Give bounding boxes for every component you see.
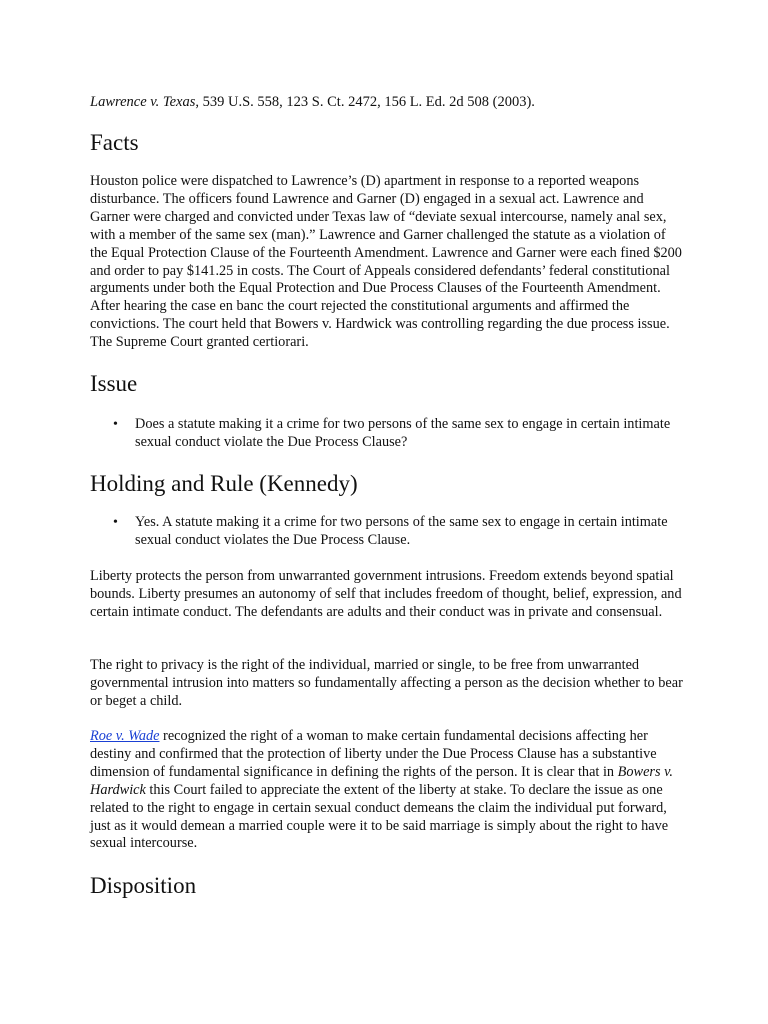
bullet-dot-icon: • — [113, 417, 118, 432]
bullet-dot-icon: • — [113, 515, 118, 530]
roe-v-wade-link[interactable]: Roe v. Wade — [90, 728, 160, 744]
holding-paragraph-liberty: Liberty protects the person from unwarranted government intrusions. Freedom extends beyond spatial bounds. Liberty presumes an autonomy of self that includes freedom of thought, belief, expression, and certain intimate conduct. The defendants are adults and their conduct was in private and consensual. — [90, 568, 682, 620]
citation-reporters: , 539 U.S. 558, 123 S. Ct. 2472, 156 L. Ed. 2d 508 (2003). — [195, 94, 535, 110]
holding-bullet-text: Yes. A statute making it a crime for two persons of the same sex to engage in certain intimate sexual conduct violates the Due Process Clause. — [135, 514, 668, 548]
facts-heading: Facts — [90, 130, 139, 155]
holding-paragraph-roe — [90, 728, 686, 853]
bowers-case-name: Bowers v. Hardwick — [90, 763, 673, 798]
holding-heading: Holding and Rule (Kennedy) — [90, 471, 358, 496]
holding-paragraph-privacy: The right to privacy is the right of the individual, married or single, to be free from unwarranted governmental intrusion into matters so fundamentally affecting a person as the decision whether to bear or beget a child. — [90, 657, 683, 709]
roe-paragraph-text-a: recognized the right of a woman to make certain fundamental decisions affecting her destiny and confirmed that the protection of liberty under the Due Process Clause has a substantive dimension of fundamental significance in defining the rights of the person. It is clear that in — [90, 728, 657, 780]
citation-case-name: Lawrence v. Texas — [90, 94, 196, 110]
disposition-heading: Disposition — [90, 873, 197, 898]
issue-bullet-text: Does a statute making it a crime for two persons of the same sex to engage in certain intimate sexual conduct violate the Due Process Clause? — [135, 416, 671, 450]
roe-paragraph-text-b: this Court failed to appreciate the extent of the liberty at stake. To declare the issue as one related to the right to engage in certain sexual conduct demeans the claim the individual put forward, just as it would demean a married couple were it to be said marriage is simply about the right to have sexual intercourse. — [90, 781, 669, 852]
issue-heading: Issue — [90, 371, 138, 396]
facts-paragraph: Houston police were dispatched to Lawrence’s (D) apartment in response to a reported weapons disturbance. The officers found Lawrence and Garner (D) engaged in a sexual act. Lawrence and Garner were charged and convicted under Texas law of “deviate sexual intercourse, namely anal sex, with a member of the same sex (man).” Lawrence and Garner challenged the statute as a violation of the Equal Protection Clause of the Fourteenth Amendment. Lawrence and Garner were each fined $200 and order to pay $141.25 in costs. The Court of Appeals considered defendants’ federal constitutional arguments under both the Equal Protection and Due Process Clauses of the Fourteenth Amendment. After hearing the case en banc the court rejected the constitutional arguments and affirmed the convictions. The court held that Bowers v. Hardwick was controlling regarding the due process issue. The Supreme Court granted certiorari. — [90, 173, 682, 351]
case-citation — [90, 93, 535, 111]
